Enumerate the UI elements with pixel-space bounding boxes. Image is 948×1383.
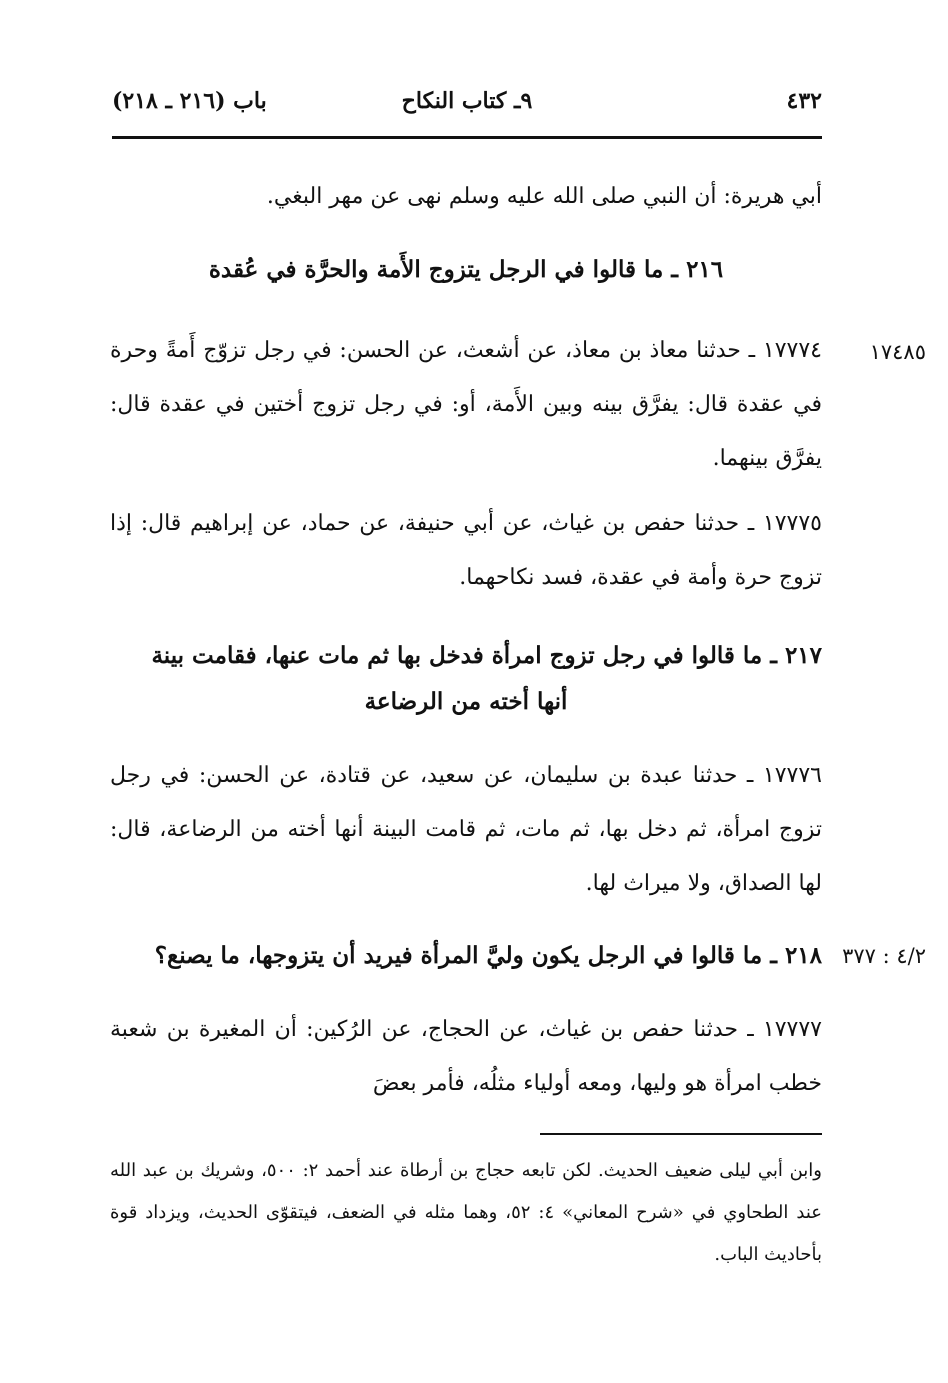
chapter-range: باب (٢١٦ ـ ٢١٨) bbox=[112, 88, 267, 114]
hadith-17777: ١٧٧٧٧ ـ حدثنا حفص بن غياث، عن الحجاج، عن الرُكين: أن المغيرة بن شعبة خطب امرأة هو وليها، ومعه أولياء مثلُه، فأمر بعضَ bbox=[110, 1017, 822, 1096]
page-header bbox=[112, 88, 822, 128]
chapter-218-title: ٢١٨ ـ ما قالوا في الرجل يكون وليَّ المرأة فيريد أن يتزوجها، ما يصنع؟ bbox=[154, 942, 822, 969]
footnote-rule bbox=[540, 1133, 822, 1135]
page-number: ٤٣٢ bbox=[786, 88, 822, 114]
footnote: وابن أبي ليلى ضعيف الحديث. لكن تابعه حجاج بن أرطاة عند أحمد ٢: ٥٠٠، وشريك بن عبد الله عند الطحاوي في «شرح المعاني» ٤: ٥٢، وهما مثله في الضعف، فيتقوّى الحديث، ويزداد قوة بأحاديث الباب. bbox=[110, 1160, 822, 1265]
header-rule bbox=[112, 136, 822, 139]
hadith-17774: ١٧٧٧٤ ـ حدثنا معاذ بن معاذ، عن أشعث، عن الحسن: في رجل تزوّج أَمةً وحرة في عقدة قال: يفرَّق بينه وبين الأَمة، أو: في رجل تزوج أختين في عقدة قال: يفرَّق بينهما. bbox=[110, 338, 822, 471]
chapter-216-title: ٢١٦ ـ ما قالوا في الرجل يتزوج الأَمة والحرَّة في عُقدة bbox=[208, 256, 724, 283]
chapter-217-title-line2: أنها أخته من الرضاعة bbox=[364, 688, 568, 715]
hadith-17774-margin-ref: ١٧٤٨٥ bbox=[869, 340, 926, 364]
hadith-17776: ١٧٧٧٦ ـ حدثنا عبدة بن سليمان، عن سعيد، عن قتادة، عن الحسن: في رجل تزوج امرأة، ثم دخل بها، ثم مات، ثم قامت البينة أنها أخته من الرضاعة، قال: لها الصداق، ولا ميراث لها. bbox=[110, 763, 822, 896]
continuation-text: أبي هريرة: أن النبي صلى الله عليه وسلم نهى عن مهر البغي. bbox=[266, 184, 822, 209]
chapter-217-title-line1: ٢١٧ ـ ما قالوا في رجل تزوج امرأة فدخل بها ثم مات عنها، فقامت بينة bbox=[151, 642, 822, 669]
chapter-218-margin-ref: ٤/٢ : ٣٧٧ bbox=[842, 944, 926, 968]
hadith-17775: ١٧٧٧٥ ـ حدثنا حفص بن غياث، عن أبي حنيفة، عن حماد، عن إبراهيم قال: إذا تزوج حرة وأمة في عقدة، فسد نكاحهما. bbox=[110, 511, 822, 590]
book-title: ٩ـ كتاب النكاح bbox=[401, 88, 533, 114]
